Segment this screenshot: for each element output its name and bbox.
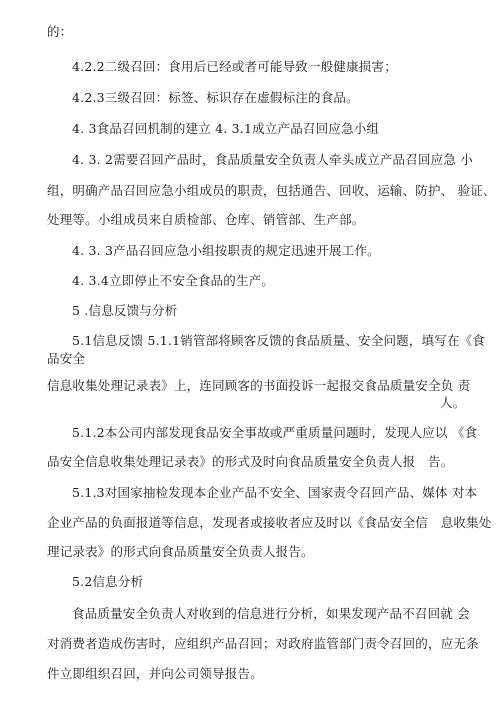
text-line: 处理等。小组成员来自质检部、仓库、销管部、生产部。 (47, 212, 365, 227)
text-line: 理记录表》的形式向食品质量安全负责人报告。 (47, 544, 314, 559)
text-line: 5.1.3对国家抽检发现本企业产品不安全、国家责令召回产品、媒体 对本 (72, 485, 478, 500)
text-line: 4. 3. 2需要召回产品时，食品质量安全负责人牵头成立产品召回应急 小 (72, 152, 473, 167)
text-line: 件立即组织召回，并向公司领导报告。 (47, 666, 263, 681)
text-line: 的： (47, 24, 73, 39)
text-line: 食品质量安全负责人对收到的信息进行分析，如果发现产品不召回就 会 (72, 606, 470, 621)
text-line: 品安全信息收集处理记录表》的形式及时向食品质量安全负责人报 告。 (47, 454, 454, 469)
text-line: 5.1信息反馈 5.1.1销管部将顾客反馈的食品质量、安全问题，填写在《食 (72, 333, 486, 348)
text-line: 人。 (440, 395, 466, 410)
section-heading: 5.2信息分析 (72, 574, 144, 589)
text-line: 4.2.3三级召回：标签、标识存在虚假标注的食品。 (72, 90, 359, 105)
text-line: 组，明确产品召回应急小组成员的职责，包括通告、回收、运输、防护、 验证、 (47, 183, 496, 198)
text-line: 4. 3. 3产品召回应急小组按职责的规定迅速开展工作。 (72, 243, 380, 258)
text-line: 信息收集处理记录表》上，连同顾客的书面投诉一起报交食品质量安全负 责 (47, 378, 471, 393)
text-line: 4.2.2二级召回：食用后已经或者可能导致一般健康损害； (72, 59, 397, 74)
text-line: 4. 3食品召回机制的建立 4. 3.1成立产品召回应急小组 (72, 121, 380, 136)
text-line: 对消费者造成伤害时，应组织产品召回；对政府监管部门责令召回的，应无条 (47, 636, 479, 651)
text-line: 品安全 (47, 351, 86, 366)
text-line: 5.1.2本公司内部发现食品安全事故或严重质量问题时，发现人应以 《食 (72, 425, 478, 440)
text-line: 企业产品的负面报道等信息，发现者或接收者应及时以《食品安全信 息收集处 (47, 515, 492, 530)
text-line: 4. 3.4立即停止不安全食品的生产。 (72, 273, 275, 288)
section-heading: 5 .信息反馈与分析 (72, 303, 178, 318)
